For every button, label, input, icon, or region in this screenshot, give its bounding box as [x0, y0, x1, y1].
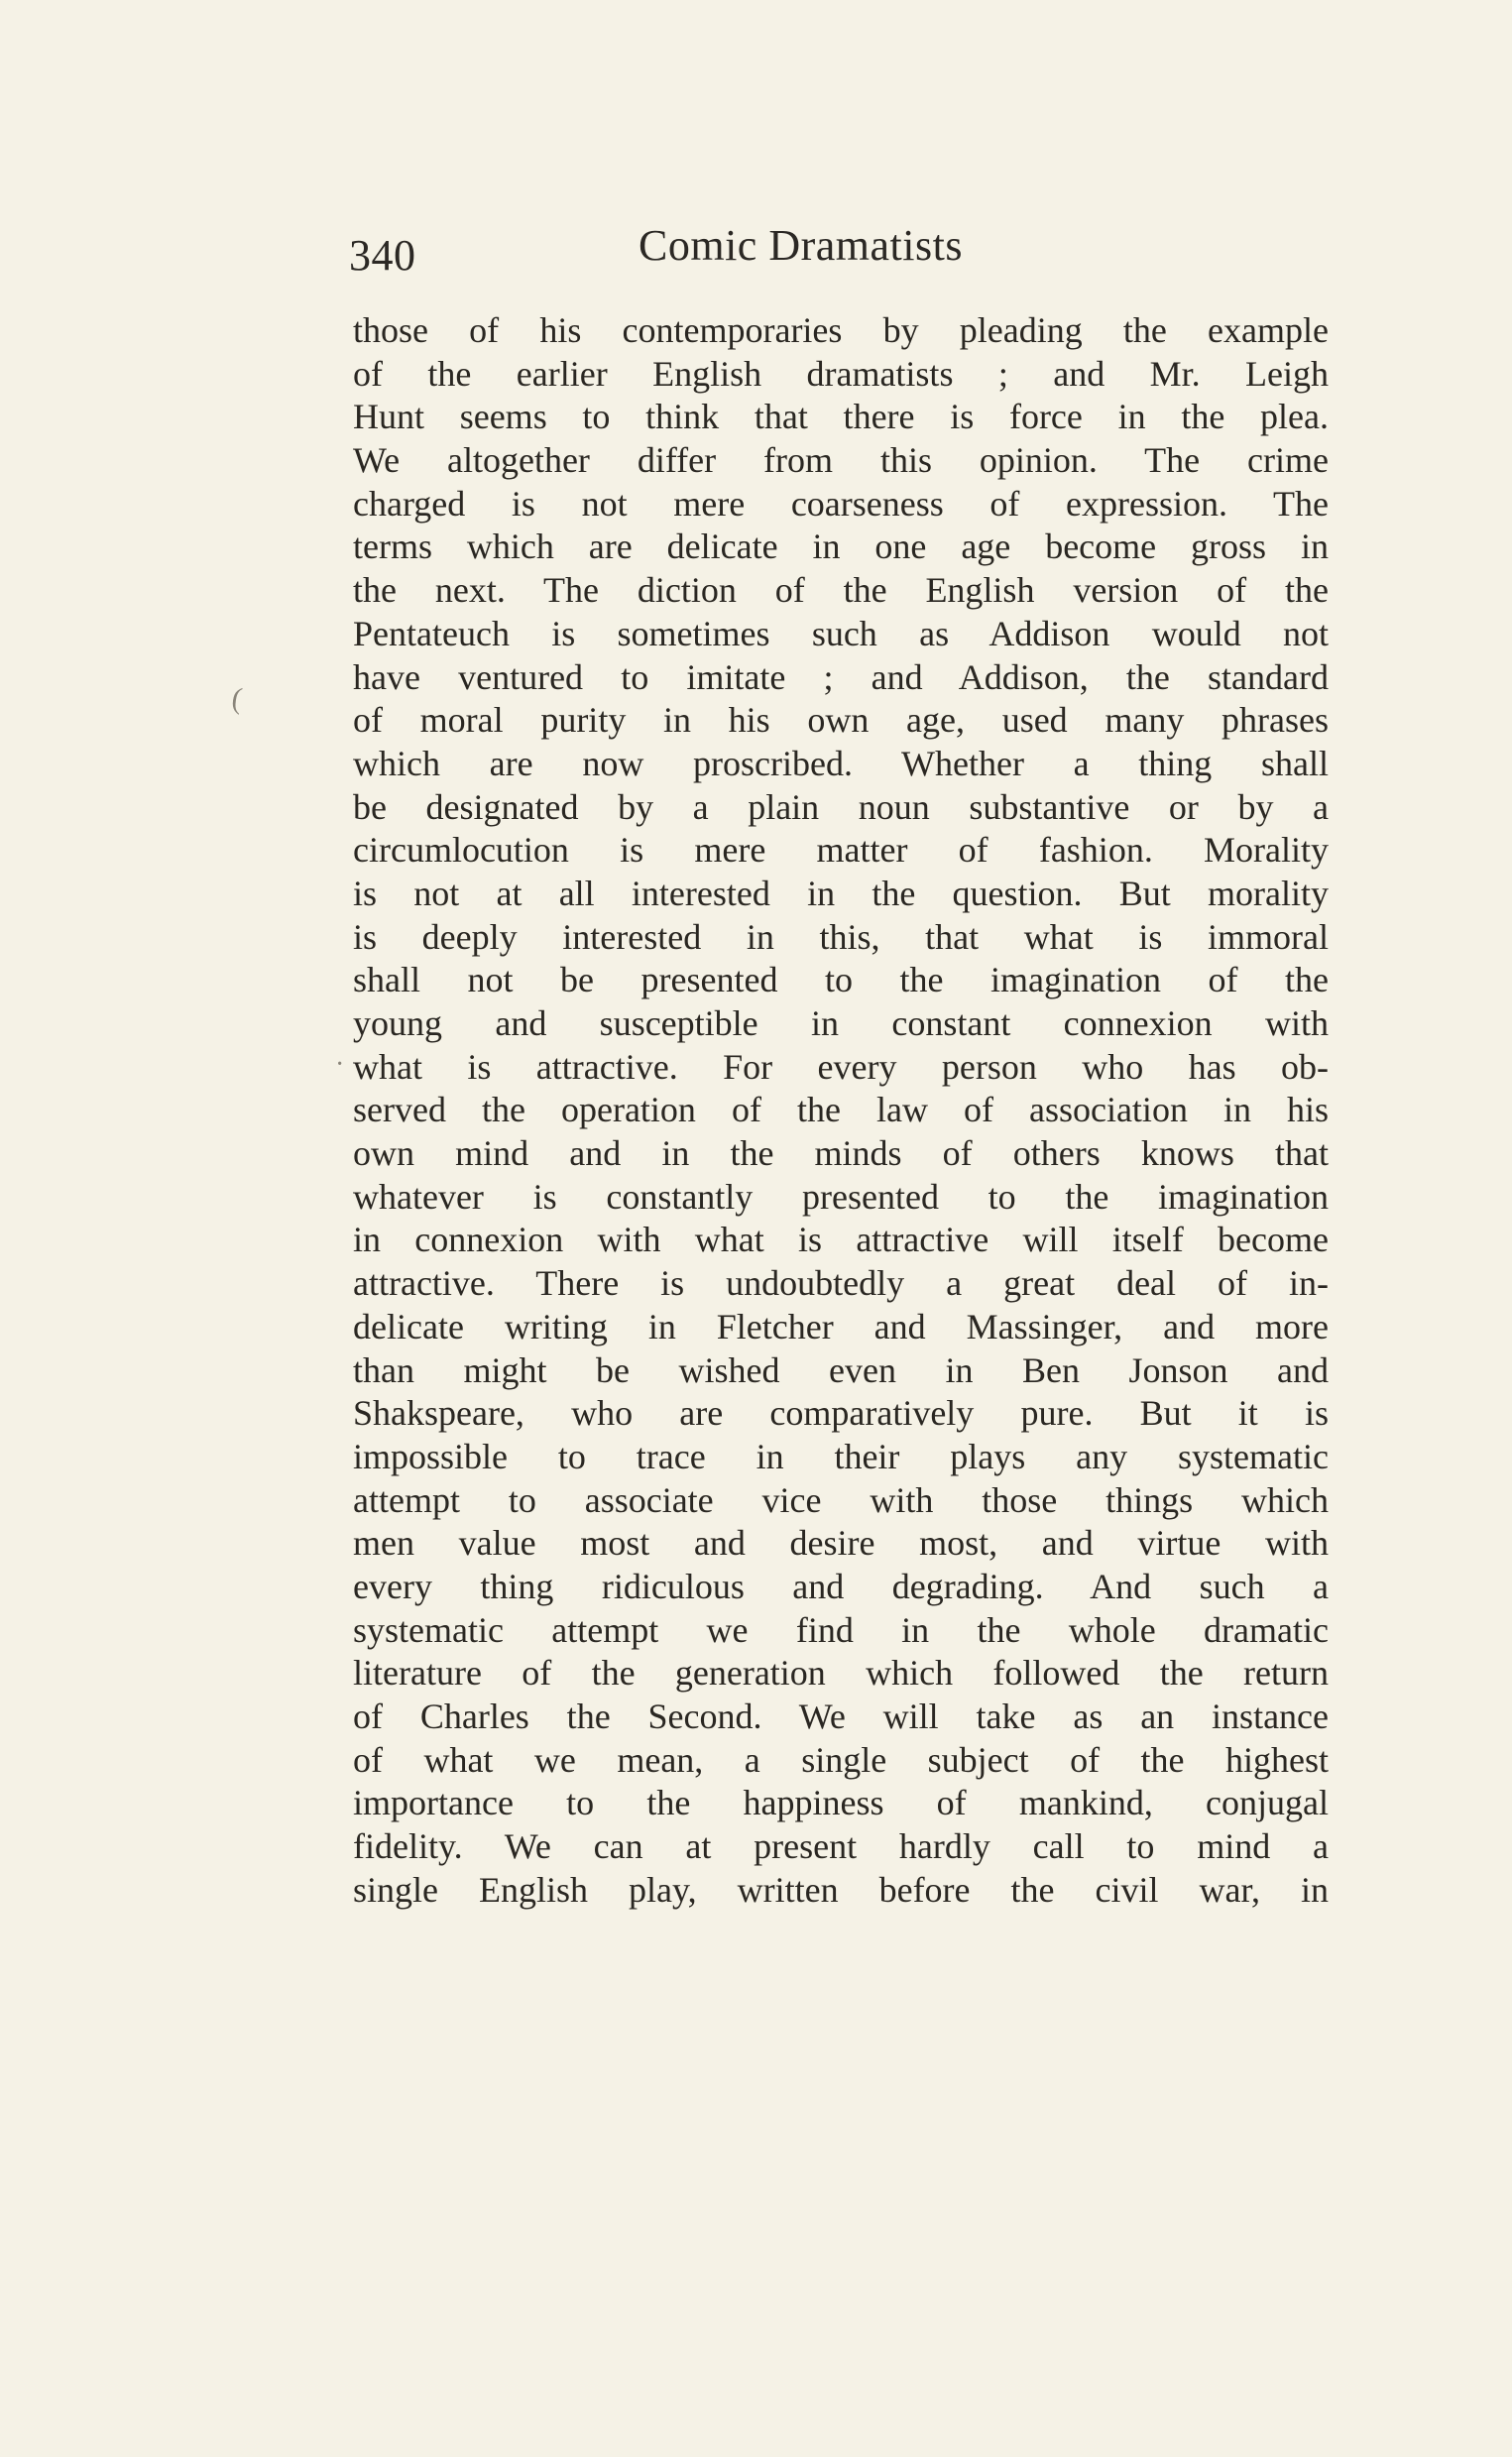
text-line: of moral purity in his own age, used many phrases — [353, 700, 1329, 741]
text-line: of the earlier English dramatists ; and Mr. Leigh — [353, 353, 1329, 394]
text-line: is deeply interested in this, that what is immoral — [353, 916, 1329, 957]
text-line: the next. The diction of the English version of the — [353, 570, 1329, 611]
text-line: whatever is constantly presented to the imagination — [353, 1176, 1329, 1217]
text-line: Shakspeare, who are comparatively pure. But it is — [353, 1393, 1329, 1434]
text-line: every thing ridiculous and degrading. And such a — [353, 1566, 1329, 1606]
text-line: importance to the happiness of mankind, conjugal — [353, 1783, 1329, 1823]
body-text — [353, 309, 1329, 1912]
text-line: attractive. There is undoubtedly a great deal of in- — [353, 1263, 1329, 1304]
text-line: young and susceptible in constant connexion with — [353, 1003, 1329, 1043]
text-line: We altogether differ from this opinion. The crime — [353, 440, 1329, 481]
text-line: delicate writing in Fletcher and Massinger, and more — [353, 1306, 1329, 1346]
text-line: served the operation of the law of association in his — [353, 1090, 1329, 1130]
text-line: terms which are delicate in one age become gross in — [353, 526, 1329, 567]
text-line: impossible to trace in their plays any systematic — [353, 1436, 1329, 1476]
text-line: in connexion with what is attractive will itself become — [353, 1220, 1329, 1260]
text-line: is not at all interested in the question. But morality — [353, 873, 1329, 913]
text-line: Pentateuch is sometimes such as Addison would not — [353, 613, 1329, 653]
running-head — [349, 220, 1340, 290]
text-line: own mind and in the minds of others knows that — [353, 1133, 1329, 1174]
text-line: fidelity. We can at present hardly call to mind a — [353, 1826, 1329, 1867]
text-line: charged is not mere coarseness of expression. The — [353, 483, 1329, 524]
text-line: circumlocution is mere matter of fashion. Morality — [353, 830, 1329, 871]
margin-pencil-mark: ( — [229, 681, 245, 716]
text-line: attempt to associate vice with those things which — [353, 1479, 1329, 1520]
text-line: systematic attempt we find in the whole dramatic — [353, 1609, 1329, 1650]
text-line: shall not be presented to the imagination of the — [353, 960, 1329, 1000]
text-line: literature of the generation which followed the return — [353, 1653, 1329, 1694]
text-line: of Charles the Second. We will take as an instance — [353, 1696, 1329, 1736]
text-line: than might be wished even in Ben Jonson and — [353, 1349, 1329, 1390]
text-line: men value most and desire most, and virtue with — [353, 1523, 1329, 1564]
page-number: 340 — [349, 231, 416, 280]
text-line: be designated by a plain noun substantive or by a — [353, 786, 1329, 827]
text-line: those of his contemporaries by pleading the example — [353, 310, 1329, 350]
text-line: which are now proscribed. Whether a thing shall — [353, 743, 1329, 783]
text-line: of what we mean, a single subject of the highest — [353, 1739, 1329, 1780]
margin-dot-mark: · — [335, 1049, 345, 1080]
running-title: Comic Dramatists — [639, 221, 963, 270]
text-line: have ventured to imitate ; and Addison, the standard — [353, 656, 1329, 697]
text-line: single English play, written before the civil war, in — [353, 1869, 1329, 1910]
text-line: Hunt seems to think that there is force in the plea. — [353, 397, 1329, 437]
text-line: what is attractive. For every person who has ob- — [353, 1046, 1329, 1087]
